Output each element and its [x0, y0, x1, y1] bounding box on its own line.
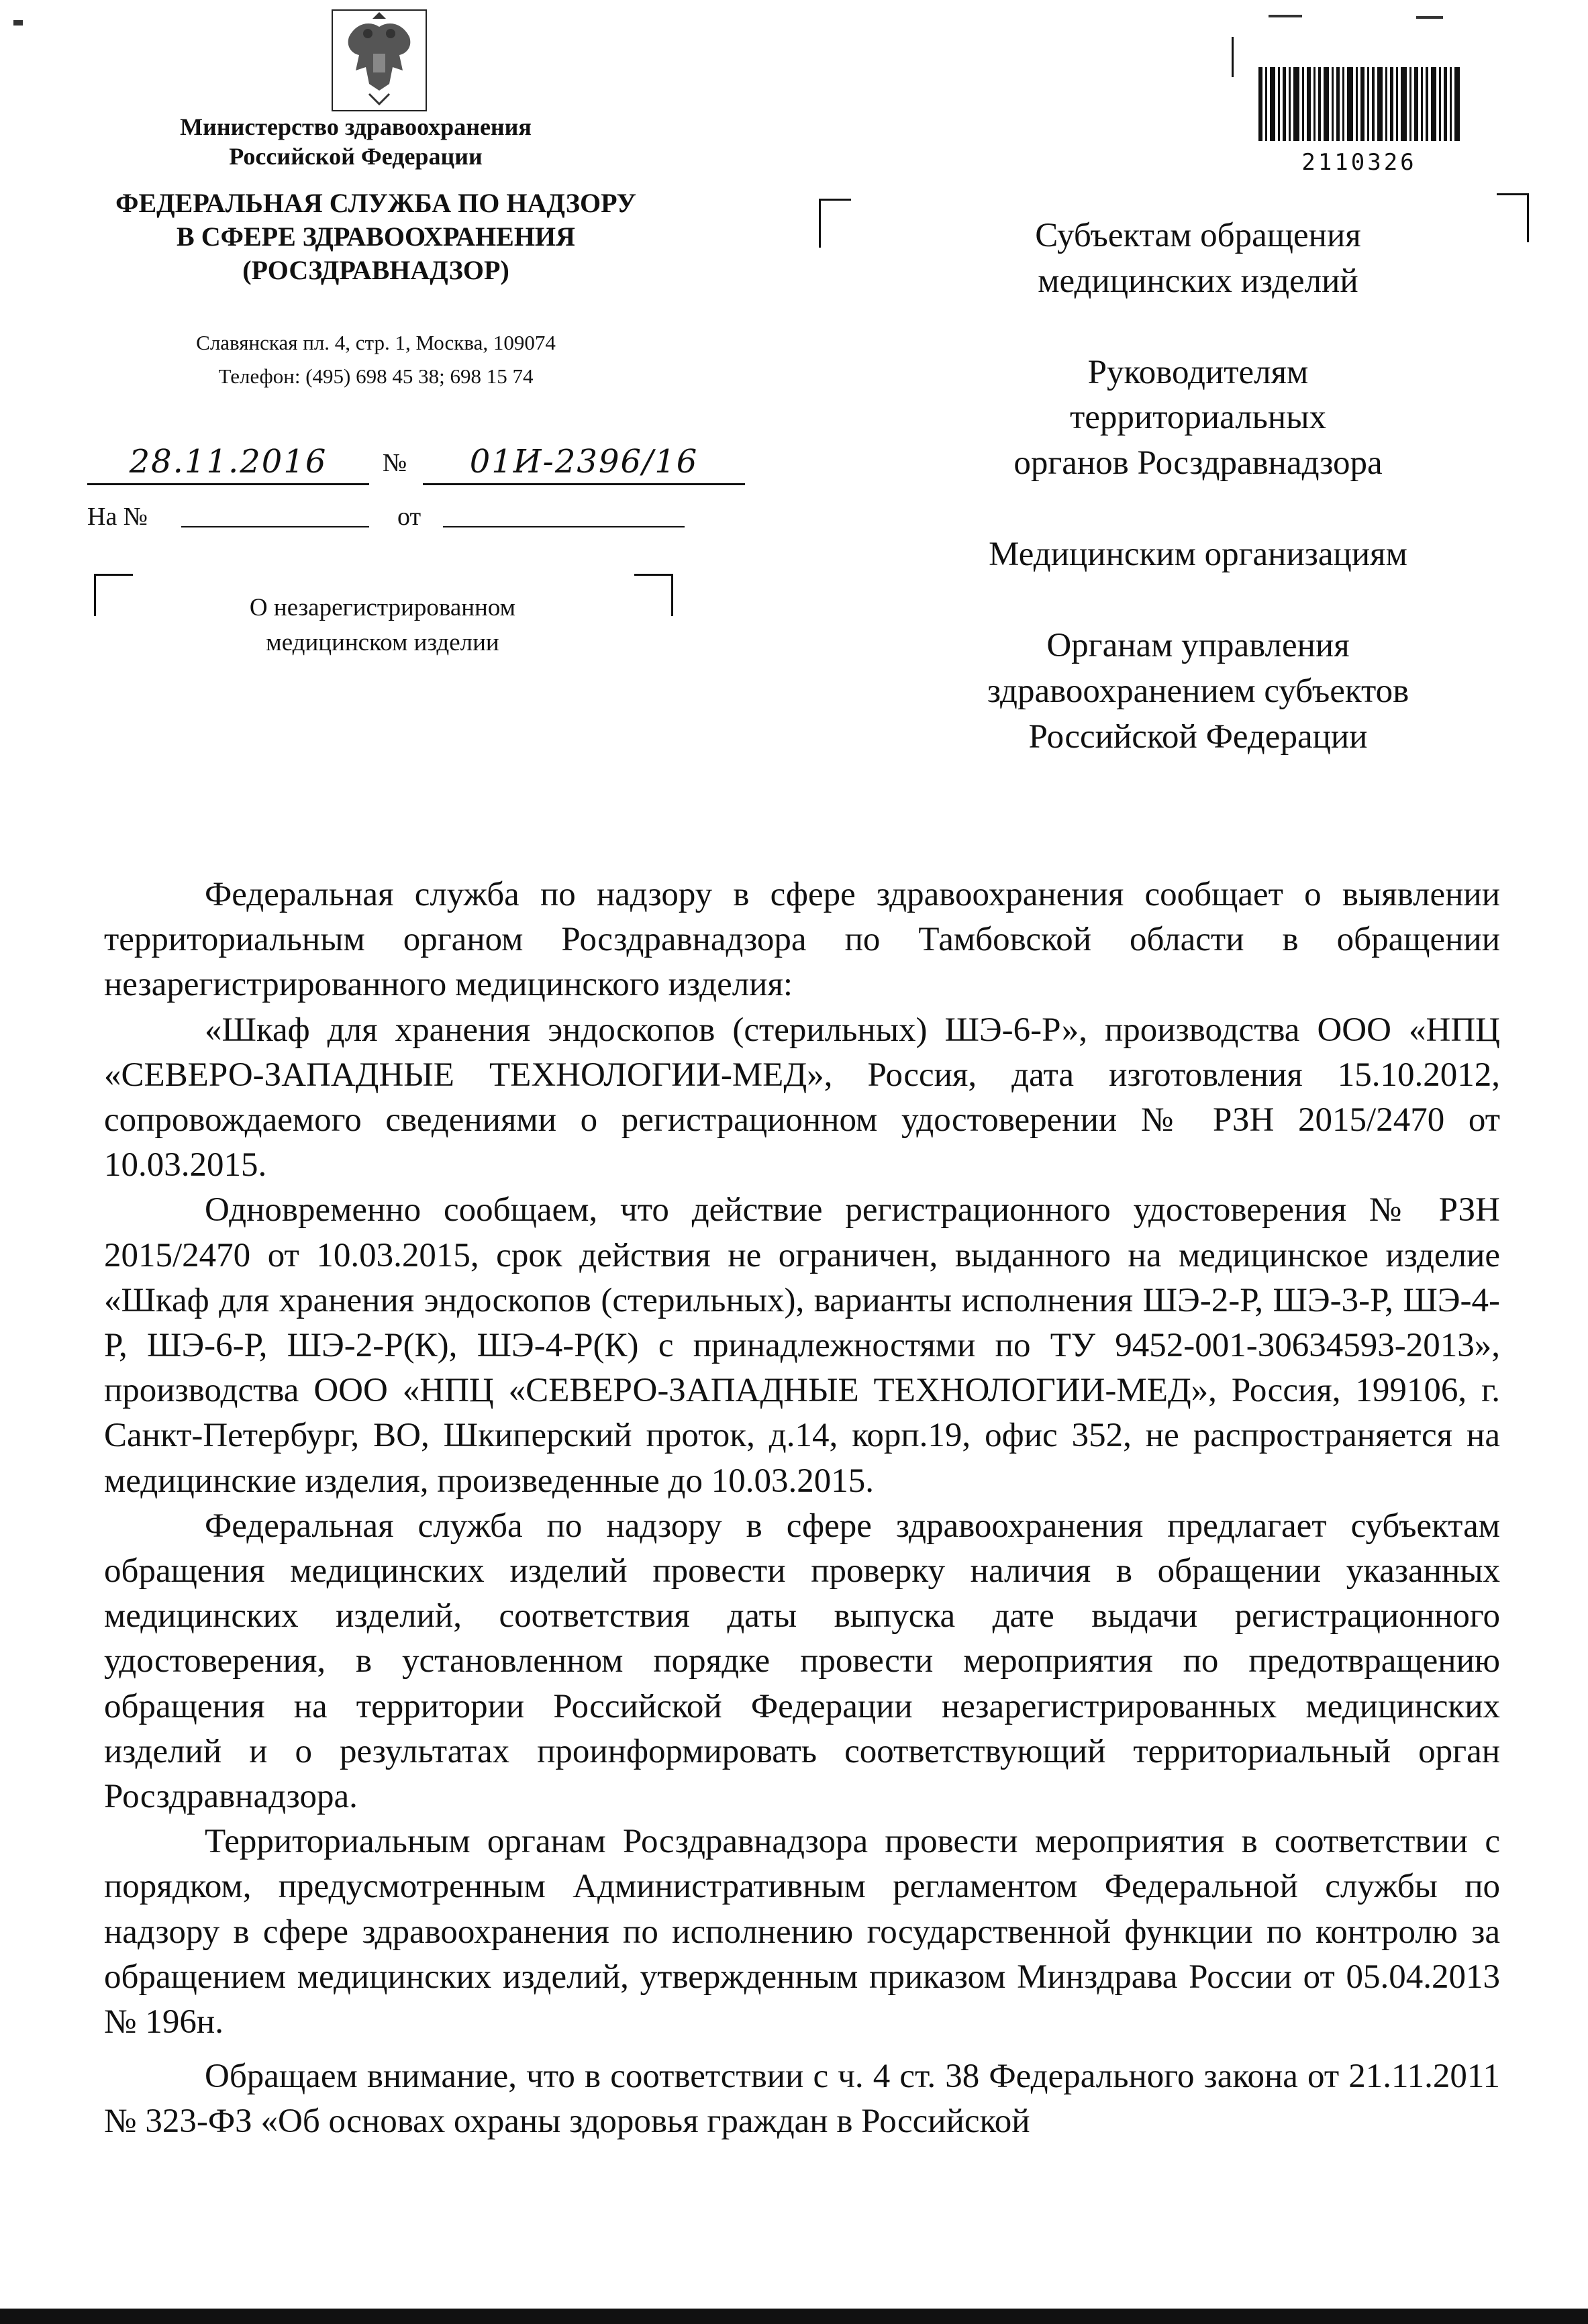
- reply-date-blank: [443, 526, 685, 527]
- addressee-line: Медицинским организациям: [989, 536, 1407, 574]
- addressee-line: органов Росздравнадзора: [1013, 444, 1383, 483]
- barcode-icon: [1258, 67, 1460, 141]
- addressee-line: здравоохранением субъектов: [987, 672, 1409, 710]
- body-paragraph: Федеральная служба по надзору в сфере здравоохранения сообщает о выявлении территориальным органом Росздравнадзора по Тамбовской области в обращении незарегистрированного медицинского изделия:: [104, 876, 1500, 1004]
- addressee-block: [899, 623, 1497, 760]
- outgoing-reference: [87, 443, 752, 490]
- bracket-addressee-left: [819, 199, 851, 248]
- reply-reference: [87, 502, 691, 536]
- agency-line: (РОСЗДРАВНАДЗОР): [242, 255, 509, 285]
- ministry-line: Российской Федерации: [229, 142, 483, 170]
- reply-number-label: На №: [87, 503, 148, 531]
- subject-line: медицинском изделии: [266, 628, 499, 656]
- bracket-top-left: [94, 574, 133, 616]
- scan-speck: [1269, 15, 1302, 17]
- document-number: 01И-2396/16: [423, 443, 745, 485]
- postal-address: Славянская пл. 4, стр. 1, Москва, 109074: [196, 331, 556, 354]
- barcode-mark: [1232, 37, 1234, 77]
- letter-body: [104, 872, 1500, 2145]
- agency-address: [121, 326, 631, 393]
- number-label: №: [383, 449, 407, 477]
- body-paragraph: Федеральная служба по надзору в сфере здравоохранения предлагает субъектам обращения медицинских изделий провести проверку наличия в обращении указанных медицинских изделий, соответствия даты выпуска дате выдачи регистрационного удостоверения, в установленном порядке провести мероприятия по предотвращению обращения на территории Российской Федерации незарегистрированных медицинских изделий и о результатах проинформировать соответствующий территориальный орган Росздравнадзора.: [104, 1507, 1500, 1816]
- addressee-line: Органам управления: [1046, 626, 1350, 664]
- addressee-line: Руководителям: [1087, 353, 1309, 391]
- coat-of-arms-emblem-icon: [329, 7, 430, 114]
- scan-speck: [1416, 16, 1443, 19]
- bracket-top-right: [634, 574, 673, 616]
- subject-title: [195, 591, 570, 660]
- body-paragraph: Обращаем внимание, что в соответствии с ч. 4 ст. 38 Федерального закона от 21.11.2011 № 323-ФЗ «Об основах охраны здоровья граждан в Российской: [104, 2058, 1500, 2141]
- agency-line: ФЕДЕРАЛЬНАЯ СЛУЖБА ПО НАДЗОРУ: [115, 188, 636, 218]
- document-date: 28.11.2016: [87, 443, 369, 485]
- addressee-line: Субъектам обращения: [1035, 217, 1361, 254]
- subject-line: О незарегистрированном: [249, 594, 516, 621]
- body-paragraph: Одновременно сообщаем, что действие регистрационного удостоверения № РЗН 2015/2470 от 10.03.2015, срок действия не ограничен, выданного на медицинское изделие «Шкаф для хранения эндоскопов (стерильных), варианты исполнения ШЭ-2-Р, ШЭ-3-Р, ШЭ-4-Р, ШЭ-6-Р, ШЭ-2-Р(К), ШЭ-4-Р(К) с принадлежностями по ТУ 9452-001-30634593-2013», производства ООО «НПЦ «СЕВЕРО-ЗАПАДНЫЕ ТЕХНОЛОГИИ-МЕД», Россия, 199106, г. Санкт-Петербург, ВО, Шкиперский проток, д.14, корп.19, офис 352, не распространяется на медицинские изделия, произведенные до 10.03.2015.: [104, 1191, 1500, 1500]
- bracket-addressee-right: [1497, 193, 1529, 242]
- ministry-line: Министерство здравоохранения: [180, 113, 532, 140]
- addressee-block: [899, 350, 1497, 487]
- scan-bottom-edge: [0, 2309, 1588, 2324]
- addressee-line: медицинских изделий: [1038, 262, 1358, 300]
- addressee-line: Российской Федерации: [1028, 717, 1368, 756]
- ministry-name: [101, 113, 611, 172]
- reply-number-blank: [181, 526, 369, 527]
- scan-speck: [13, 20, 23, 26]
- addressee-line: территориальных: [1070, 399, 1326, 437]
- reply-from-label: от: [397, 503, 421, 531]
- phone-numbers: Телефон: (495) 698 45 38; 698 15 74: [218, 364, 534, 388]
- body-paragraph: Территориальным органам Росздравнадзора провести мероприятия в соответствии с порядком, предусмотренным Административным регламентом Федеральной службы по надзору в сфере здравоохранения по исполнению государственной функции по контролю за обращением медицинских изделий, утвержденным приказом Минздрава России от 05.04.2013 № 196н.: [104, 1823, 1500, 2041]
- addressee-list: [899, 213, 1497, 805]
- body-paragraph: «Шкаф для хранения эндоскопов (стерильных) ШЭ-6-Р», производства ООО «НПЦ «СЕВЕРО-ЗАПАДНЫЕ ТЕХНОЛОГИИ-МЕД», Россия, дата изготовления 15.10.2012, сопровождаемого сведениями о регистрационном удостоверении № РЗН 2015/2470 от 10.03.2015.: [104, 1011, 1500, 1184]
- agency-line: В СФЕРЕ ЗДРАВООХРАНЕНИЯ: [177, 221, 575, 252]
- addressee-block: [899, 213, 1497, 305]
- agency-name: [74, 187, 678, 287]
- barcode-number: 2110326: [1301, 149, 1417, 176]
- addressee-block: [899, 532, 1497, 578]
